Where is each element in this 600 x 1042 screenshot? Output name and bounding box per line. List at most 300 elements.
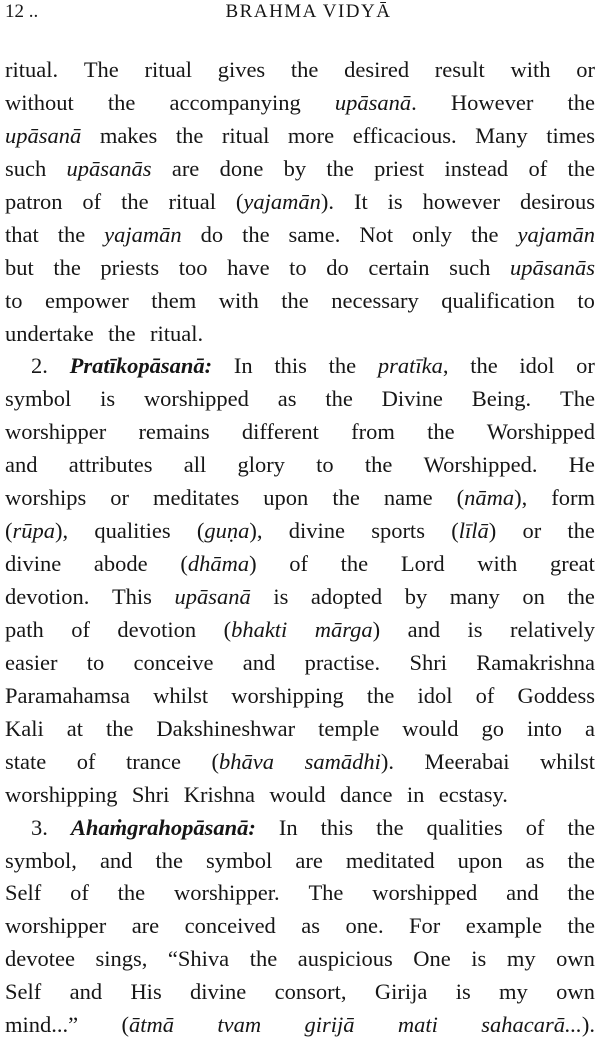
word [568, 153, 596, 186]
word [353, 120, 457, 153]
word [100, 845, 133, 878]
word [117, 614, 196, 647]
italic-term: samādhi [304, 748, 381, 774]
word-text: this [274, 353, 307, 379]
word [69, 449, 153, 482]
word [5, 779, 125, 812]
word [305, 746, 394, 779]
running-head [5, 0, 592, 28]
word-text: symbol, [5, 847, 77, 873]
word [227, 252, 269, 285]
word [71, 614, 90, 647]
word-text: have [227, 254, 270, 280]
word [517, 680, 595, 713]
word [279, 812, 298, 845]
word-text: ritual [144, 57, 192, 82]
word [468, 614, 483, 647]
word-text: own [556, 946, 595, 972]
word-text: ( [196, 518, 205, 544]
word [510, 54, 550, 87]
word-text: or [110, 485, 130, 511]
word [585, 713, 595, 746]
word-text: consort, [274, 979, 347, 1005]
text-line [5, 943, 595, 976]
word-text: without [5, 89, 74, 115]
word [451, 515, 496, 548]
word [169, 186, 216, 219]
word [190, 976, 246, 1009]
word [71, 812, 256, 845]
word [476, 680, 495, 713]
word-text: symbol [206, 847, 273, 873]
word [332, 482, 360, 515]
text-line [5, 548, 595, 581]
text-line [5, 449, 595, 482]
word-text: and [506, 880, 539, 906]
word [507, 943, 536, 976]
word-text: and [99, 847, 133, 873]
text-line [5, 1009, 595, 1042]
word-text: accompanying [169, 89, 301, 115]
word-text: the [108, 320, 136, 346]
word [138, 416, 209, 449]
word-text: the [567, 814, 595, 840]
word-text: worshipping [5, 781, 118, 807]
word-text: to [5, 287, 23, 313]
word [375, 976, 427, 1009]
word-text: qualities [426, 814, 503, 840]
book-title: BRAHMA VIDYĀ [225, 1, 392, 22]
word [326, 252, 349, 285]
word-text: Worshipped [486, 419, 595, 445]
word-text: certain [368, 254, 430, 280]
word-text: the [53, 254, 81, 280]
word [569, 449, 595, 482]
word-text: the [57, 221, 86, 247]
word-text: the [155, 847, 183, 873]
word [121, 1009, 174, 1042]
word [451, 87, 533, 120]
word-text: example [465, 913, 542, 939]
word [321, 812, 354, 845]
word [341, 548, 369, 581]
text-line [5, 318, 595, 351]
italic-term: mārga [314, 616, 373, 642]
word [87, 647, 105, 680]
italic-term: rūpa [12, 518, 56, 544]
word [174, 877, 280, 910]
word-text: the [567, 89, 595, 115]
word-text: do [200, 221, 224, 247]
word-text: would [269, 781, 326, 807]
word [340, 779, 400, 812]
word-text: the [471, 221, 499, 247]
word [526, 812, 545, 845]
text-line [5, 581, 595, 614]
word-text: ( [235, 188, 244, 214]
word [184, 449, 207, 482]
word [281, 285, 309, 318]
word [326, 153, 354, 186]
word [112, 581, 152, 614]
word [84, 54, 119, 87]
word [5, 713, 44, 746]
text-line [5, 845, 595, 878]
word [5, 153, 46, 186]
word [371, 515, 425, 548]
word [5, 482, 86, 515]
word [5, 581, 89, 614]
word [470, 350, 498, 383]
word-text: His [130, 979, 162, 1005]
word [499, 976, 528, 1009]
word [556, 943, 595, 976]
text-line [5, 976, 595, 1009]
word-text: , [442, 353, 449, 379]
word [144, 383, 249, 416]
word [274, 350, 307, 383]
word-text: same. [288, 221, 341, 247]
word [278, 383, 297, 416]
word-text: worshipped [143, 386, 249, 412]
word [351, 416, 395, 449]
italic-term: sahacarā... [481, 1012, 582, 1038]
word [130, 976, 161, 1009]
word-text: ( [223, 616, 232, 642]
word [184, 779, 262, 812]
word [220, 153, 264, 186]
word [108, 87, 136, 120]
word-text: sports [371, 518, 425, 544]
word-text: is [273, 584, 289, 609]
word [441, 285, 555, 318]
word [318, 713, 379, 746]
word-text: and [407, 616, 441, 642]
word-text: the [364, 452, 393, 478]
word [517, 219, 595, 252]
word [153, 680, 208, 713]
word-text: Goddess [517, 682, 595, 708]
word [156, 713, 295, 746]
word-text: qualification [441, 287, 555, 313]
word [5, 318, 101, 351]
word [576, 350, 595, 383]
word-text: this [320, 814, 354, 840]
word [316, 449, 334, 482]
word [5, 87, 74, 120]
word-text: One [413, 946, 451, 972]
word [384, 482, 433, 515]
word [567, 910, 595, 943]
word-text: desired [344, 57, 410, 82]
word [5, 285, 23, 318]
italic-term: yajamān [517, 221, 595, 247]
word-text: the [567, 847, 595, 873]
word-text: This [111, 584, 152, 609]
word [540, 746, 595, 779]
word [376, 812, 404, 845]
word [482, 713, 505, 746]
word [118, 877, 146, 910]
word [94, 548, 148, 581]
word-text: attributes [68, 452, 153, 478]
word-text: path [5, 616, 44, 642]
word [567, 812, 595, 845]
word [335, 87, 417, 120]
word [179, 252, 208, 285]
word [58, 219, 86, 252]
word [551, 482, 595, 515]
word [222, 120, 269, 153]
word-text: to [86, 649, 105, 675]
word-text: the [470, 353, 498, 379]
word [471, 943, 486, 976]
word-text: ritual. [5, 57, 59, 82]
word [427, 812, 503, 845]
word [110, 482, 129, 515]
word-text: Shri [131, 781, 170, 807]
italic-term: bhakti [231, 616, 288, 642]
word [407, 779, 432, 812]
word-text: the [325, 386, 353, 412]
word [311, 581, 382, 614]
word [242, 219, 270, 252]
word [325, 383, 353, 416]
word-text: divine [5, 551, 62, 577]
word [401, 548, 445, 581]
italic-term: upāsanā [174, 584, 251, 609]
word-text: easier [5, 649, 58, 675]
word-text: meditated [345, 847, 435, 873]
word [546, 120, 595, 153]
word-text: upon [263, 485, 309, 511]
word-text: trance [126, 748, 182, 774]
word [475, 120, 528, 153]
word [5, 614, 44, 647]
italic-term: upāsanā [334, 89, 412, 115]
word-text: ( [451, 518, 459, 544]
word-text: the [328, 353, 357, 379]
word-text: instead [444, 155, 509, 181]
word-text: all [183, 452, 207, 478]
word-text: of [475, 682, 495, 708]
word-text: makes [99, 122, 158, 148]
word [197, 515, 263, 548]
word-text: 3. [31, 814, 48, 840]
word [289, 548, 308, 581]
word [180, 548, 256, 581]
word-text: ). [320, 188, 335, 214]
word [359, 219, 393, 252]
word-text: of [289, 551, 308, 577]
word-text: the [175, 122, 204, 148]
italic-term: dhāma [187, 551, 250, 577]
word-text: “Shiva [167, 946, 230, 972]
word-text: Being. [471, 386, 532, 412]
word-text: and [5, 452, 38, 478]
word-text: patron [5, 188, 63, 214]
word-text: the [290, 57, 319, 82]
word [439, 779, 515, 812]
word [275, 976, 347, 1009]
word [413, 943, 451, 976]
word [417, 680, 452, 713]
word-text: into [526, 715, 562, 741]
word-text: ( [180, 551, 188, 577]
word-text: by [283, 155, 307, 181]
word-text: ( [456, 485, 465, 511]
word [168, 943, 229, 976]
word-text: are [171, 155, 200, 181]
word-text: one. [345, 913, 384, 939]
word-text: more [287, 122, 335, 148]
italic-term: pratīka [377, 353, 443, 379]
section-heading [71, 815, 256, 840]
word [5, 1009, 78, 1042]
word [82, 186, 101, 219]
word-text: conceive [133, 649, 214, 675]
word-text: Dakshineshwar [156, 715, 296, 741]
word-text: the [249, 946, 278, 972]
word [560, 383, 595, 416]
italic-term: girijā [304, 1012, 355, 1038]
word-text: qualities [94, 518, 171, 544]
word-text: the [567, 880, 595, 906]
word [217, 1009, 261, 1042]
word-text: practise. [304, 649, 381, 675]
word [5, 383, 71, 416]
word [153, 482, 239, 515]
text-line [5, 877, 595, 910]
text-line [5, 515, 595, 548]
word [301, 910, 320, 943]
word [476, 647, 595, 680]
word-text: and [242, 649, 276, 675]
word-text: undertake [5, 320, 94, 346]
word-text: The [83, 57, 119, 82]
word-text: the [366, 682, 395, 708]
word-text: of [71, 616, 90, 642]
word-text: idol [417, 682, 453, 708]
word [121, 186, 149, 219]
word [522, 515, 541, 548]
word-text: divine [288, 518, 345, 544]
word-text: my [499, 979, 528, 1005]
word [5, 449, 38, 482]
word-text: Girija [374, 979, 428, 1005]
word-text: the [340, 551, 369, 577]
word [237, 449, 285, 482]
word [457, 482, 528, 515]
word-text: too [178, 254, 208, 280]
word-text: in [406, 781, 425, 807]
word [425, 746, 510, 779]
word-text: the [281, 287, 309, 313]
word [487, 416, 595, 449]
word-text: at [66, 715, 83, 741]
word [374, 153, 424, 186]
italic-term: tvam [217, 1012, 262, 1038]
word-text: worshipper [5, 913, 107, 939]
word [466, 910, 542, 943]
word-text: It [353, 188, 368, 214]
word [344, 54, 409, 87]
word-text: only [412, 221, 453, 247]
word [31, 812, 48, 845]
word-text: the [242, 221, 270, 247]
word [576, 54, 595, 87]
word [510, 252, 595, 285]
word-text: the [427, 419, 455, 445]
word [70, 877, 89, 910]
word [398, 1009, 438, 1042]
word [567, 845, 595, 878]
word [289, 515, 345, 548]
word [269, 779, 332, 812]
word-text: Shri [409, 649, 447, 675]
word-text: upon [457, 847, 503, 873]
word-text: worshipped [372, 880, 478, 906]
word [100, 383, 115, 416]
text-line [5, 252, 595, 285]
word-text: as [301, 913, 321, 939]
word-text: name [383, 485, 433, 511]
word-text: ). [380, 748, 394, 774]
word-text: Ramakrishna [476, 649, 595, 675]
word [472, 383, 531, 416]
word-text: go [481, 715, 505, 741]
word [31, 350, 48, 383]
word [567, 87, 595, 120]
word [458, 845, 503, 878]
word-text: the [332, 485, 360, 511]
word-text: would [402, 715, 459, 741]
word-text: In [233, 353, 253, 379]
word [5, 416, 106, 449]
word-text: Krishna [183, 781, 256, 807]
word-text: the [326, 155, 354, 181]
word [291, 54, 319, 87]
word-text: done [219, 155, 264, 181]
word-text: priest [374, 155, 425, 181]
text-line [5, 746, 595, 779]
word [556, 976, 595, 1009]
section-heading-text: Ahaṁgrahopāsanā: [70, 814, 256, 840]
word-text: my [506, 946, 536, 972]
word [289, 219, 341, 252]
word [155, 845, 183, 878]
word [126, 746, 181, 779]
text-line [5, 54, 595, 87]
word [145, 54, 192, 87]
text-line [5, 383, 595, 416]
word [172, 153, 199, 186]
italic-term: līlā [458, 518, 489, 544]
italic-term: bhāva [219, 748, 275, 774]
word [510, 614, 595, 647]
word-text: gives [217, 57, 266, 82]
word-text: Not [359, 221, 394, 247]
word [5, 219, 39, 252]
word [150, 318, 210, 351]
word [450, 581, 500, 614]
word [345, 910, 383, 943]
word [5, 548, 61, 581]
word [346, 845, 435, 878]
word-text: and [69, 979, 103, 1005]
word [94, 515, 170, 548]
word-text: efficacious. [352, 122, 457, 148]
